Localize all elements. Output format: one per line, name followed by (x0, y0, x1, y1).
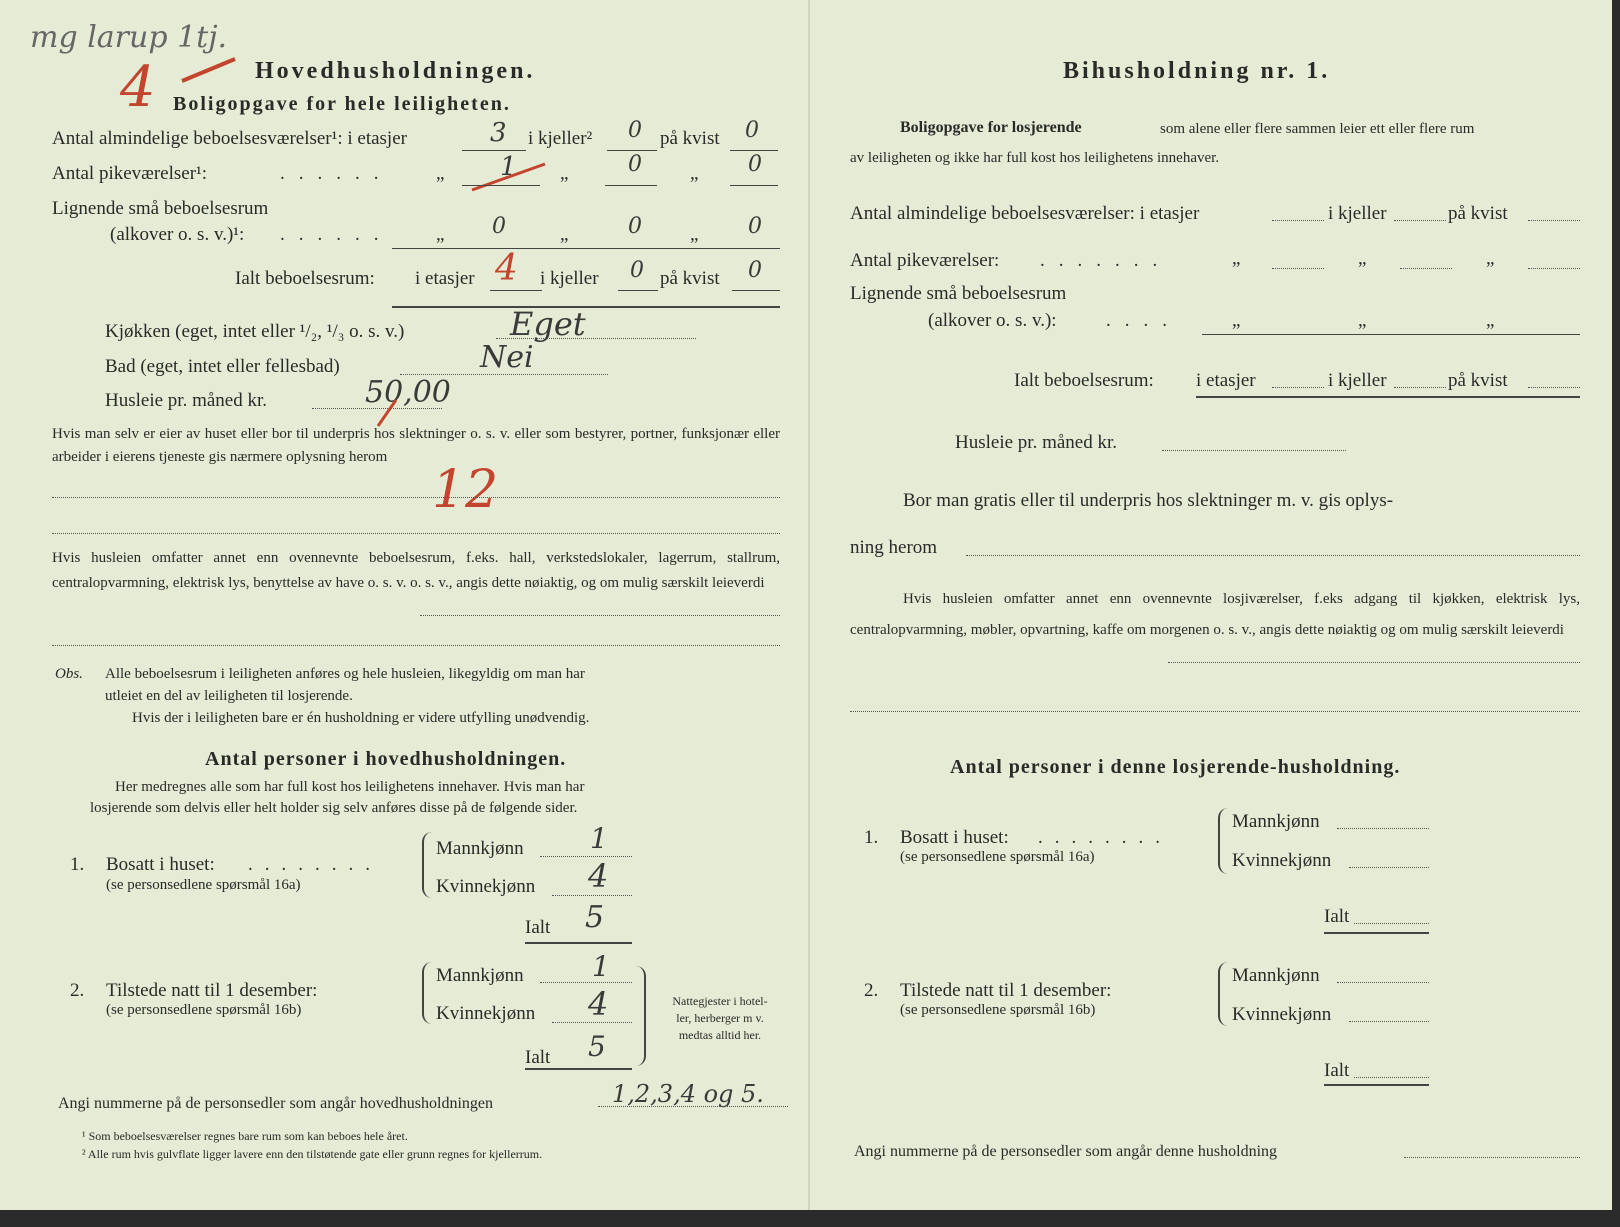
left-row2-kvist-value: 0 (748, 152, 762, 177)
left-q1-kvinne-value: 4 (588, 857, 609, 895)
left-q1-mann-value: 1 (590, 822, 608, 855)
left-obs-label: Obs. (55, 666, 83, 682)
right-row3-label-a: Lignende små beboelsesrum (850, 283, 1067, 304)
right-row2-label: Antal pikeværelser: (850, 250, 1000, 271)
left-q2-mann-value: 1 (592, 950, 610, 983)
left-kjokken-value: Eget (510, 305, 586, 343)
right-row1-label: Antal almindelige beboelsesværelser: i etasjer (850, 203, 1200, 224)
left-q2-ialt-value: 5 (588, 1030, 606, 1063)
left-row1-kvist-label: på kvist (660, 128, 720, 149)
left-row2-label: Antal pikeværelser¹: (52, 163, 208, 184)
right-intro-rest: som alene eller flere sammen leier ett eller flere rum (1160, 121, 1475, 137)
right-intro-bold: Boligopgave for losjerende (900, 119, 1082, 136)
left-q2-kvinne-value: 4 (588, 985, 609, 1023)
right-intro-line2: av leiligheten og ikke har full kost hos leilighetens innehaver. (850, 150, 1220, 166)
left-row1-label: Antal almindelige beboelsesværelser¹: i etasjer (52, 128, 407, 149)
left-persons-intro1: Her medregnes alle som har full kost hos leilighetens innehaver. Hvis man har (115, 779, 585, 795)
left-angi-label: Angi nummerne på de personsedler som angår hovedhusholdningen (58, 1095, 494, 1112)
census-form-sheet: mg larup 1tj. 4 Hovedhusholdningen. Boligopgave for hele leiligheten. Antal almindelige beboelsesværelser¹: i etasjer 3 i kjeller² 0 på kvist 0 Antal pikeværelser¹: ...... „ 1 „ 0 „ 0 Lignende små beboelsesrum (alkover o. s. v.)¹: ...... „ 0 „ 0 „ 0 Ialt beboelsesrum: i etasjer 4 i kjeller 0 på kvist 0 Kjøkken (eget, intet eller ¹/₂, ¹/₃ o. s. v.) Eget Bad (eget, intet eller fellesbad) Nei Husleie pr. måned kr. 50,00 Hvis man selv er eier av huset eller bor til underpris hos slektninger o. s. v. eller som bestyrer, portner, funksjonær eller arbeider i eierens tjeneste gis nærmere oplysning herom 12 Hvis husleien omfatter annet enn ovennevnte beboelsesrum, f.eks. hall, verkstedslokaler, lagerrum, stallrum, centralopvarmning, elektrisk lys, benyttelse av have o. s. v. o. s. v., angis dette nøiaktig, og om mulig særskilt leieverdi Obs. Alle beboelsesrum i leiligheten anføres og hele husleien, likegyldig om man har utleiet en del av leiligheten til losjerende. Hvis der i leiligheten bare er én husholdning er videre utfylling unødvendig. Antal personer i hovedhusholdningen. Her medregnes alle som har full kost hos leilighetens innehaver. Hvis man har losjerende som delvis eller helt holder sig selv anføres disse på de følgende sider. 1. Bosatt i huset: ........ (se personsedlene spørsmål 16a) Mannkjønn 1 Kvinnekjønn 4 Ialt 5 2. Tilstede natt til 1 desember: (se personsedlene spørsmål 16b) Mannkjønn 1 Kvinnekjønn 4 Ialt 5 Nattegjester i hotel- ler, herberger m v. medtas alltid her. Angi nummerne på de personsedler som angår hovedhusholdningen 1,2,3,4 og 5. ¹ Som beboelsesværelser regnes bare rum som kan beboes hele året. ² Alle rum hvis gulvflate ligger lavere enn den tilstøtende gate eller grunn regnes for kjellerrum. Bihusholdning nr. 1. Boligopgave for losjerende som alene eller flere sammen leier ett eller flere rum av leiligheten og ikke har full kost hos leilighetens innehaver. Antal almindelige beboelsesværelser: i etasjer i kjeller på kvist Antal pikeværelser: ....... „ „ „ Lignende små beboelsesrum (alkover o. s. v.): .... „ „ „ Ialt beboelsesrum: i etasjer i kjeller på kvist Husleie pr. måned kr. Bor man gratis eller til underpris hos slektninger m. v. gis oplys- ning herom Hvis husleien omfatter annet enn ovennevnte losjiværelser, f.eks adgang til kjøkken, elektrisk lys, centralopvarmning, møbler, opvartning, kaffe om morgenen o. s. v., angis dette nøiaktig og om mulig særskilt leieverdi Antal personer i denne losjerende-husholdning. 1. Bosatt i huset: ........ (se personsedlene spørsmål 16a) Mannkjønn Kvinnekjønn Ialt 2. Tilstede natt til 1 desember: (se personsedlene spørsmål 16b) Mannkjønn Kvinnekjønn Ialt Angi nummerne på de personsedler som angår denne husholdning (0, 0, 1612, 1210)
red-number-top: 4 (120, 55, 156, 120)
pencil-note: mg larup 1tj. (30, 20, 228, 55)
left-q1-ialt-value: 5 (585, 900, 605, 935)
right-q2-sub: (se personsedlene spørsmål 16b) (900, 1002, 1096, 1018)
red-number-mid: 12 (432, 460, 499, 520)
right-q2-label: Tilstede natt til 1 desember: (900, 980, 1112, 1001)
left-row3-label-a: Lignende små beboelsesrum (52, 198, 269, 219)
right-title: Bihusholdning nr. 1. (1063, 58, 1331, 84)
right-q1-label: Bosatt i huset: (900, 827, 1009, 848)
left-row2-kjeller-value: 0 (628, 152, 642, 177)
left-row3-kjeller-value: 0 (628, 214, 642, 239)
right-q1-sub: (se personsedlene spørsmål 16a) (900, 849, 1095, 865)
left-persons-intro2: losjerende som delvis eller helt holder sig selv anføres disse på de følgende sider. (90, 800, 578, 816)
right-husleie-label: Husleie pr. måned kr. (955, 432, 1117, 453)
left-q1-label: Bosatt i huset: (106, 854, 215, 875)
left-angi-value: 1,2,3,4 og 5. (612, 1080, 764, 1108)
footnote-2: ² Alle rum hvis gulvflate ligger lavere enn den tilstøtende gate eller grunn regnes for kjellerrum. (82, 1147, 543, 1161)
right-bor-line2: ning herom (850, 537, 938, 558)
footnote-1: ¹ Som beboelsesværelser regnes bare rum som kan beboes hele året. (82, 1129, 408, 1143)
left-kjokken-label: Kjøkken (eget, intet eller ¹/₂, ¹/₃ o. s. v.) (105, 321, 405, 342)
left-ialt-kjeller-value: 0 (630, 258, 644, 283)
left-husleie-label: Husleie pr. måned kr. (105, 390, 267, 411)
right-omfatter-text: Hvis husleien omfatter annet enn ovennevnte losjiværelser, f.eks adgang til kjøkken, elektrisk lys, centralopvarmning, møbler, opvartning, kaffe om morgenen o. s. v., angis dette nøiaktig og om mulig særskilt leieverdi (850, 591, 1580, 638)
left-obs-line3: Hvis der i leiligheten bare er én husholdning er videre utfylling unødvendig. (132, 710, 590, 726)
red-mark (180, 55, 240, 85)
left-omfatter-text: Hvis husleien omfatter annet enn ovennevnte beboelsesrum, f.eks. hall, verkstedslokaler, lagerrum, stallrum, centralopvarmning, elektrisk lys, benyttelse av have o. s. v. o. s. v., angis dette nøiaktig, og om mulig særskilt leieverdi (52, 550, 780, 591)
left-row1-kvist-value: 0 (745, 118, 759, 143)
left-q2-sub: (se personsedlene spørsmål 16b) (106, 1002, 302, 1018)
left-nattegjester-note: Nattegjester i hotel- ler, herberger m v. medtas alltid her. (672, 994, 768, 1042)
left-bad-value: Nei (480, 340, 534, 375)
left-q1-sub: (se personsedlene spørsmål 16a) (106, 877, 301, 893)
right-bor-line1: Bor man gratis eller til underpris hos slektninger m. v. gis oplys- (903, 490, 1394, 511)
left-subtitle: Boligopgave for hele leiligheten. (173, 93, 511, 115)
left-row3-kvist-value: 0 (748, 214, 762, 239)
left-ialt-etasjer-value: 4 (495, 248, 518, 289)
right-ialt-label: Ialt beboelsesrum: (1014, 370, 1154, 391)
left-q2-label: Tilstede natt til 1 desember: (106, 980, 318, 1001)
page-fold (808, 0, 810, 1210)
right-row3-label-b: (alkover o. s. v.): (928, 310, 1057, 331)
left-ialt-label: Ialt beboelsesrum: (235, 268, 375, 289)
left-obs-line1: Alle beboelsesrum i leiligheten anføres og hele husleien, likegyldig om man har (105, 666, 585, 682)
left-row1-kjeller-label: i kjeller² (528, 128, 593, 149)
right-persons-title: Antal personer i denne losjerende-husholdning. (950, 756, 1401, 778)
left-bad-label: Bad (eget, intet eller fellesbad) (105, 356, 340, 377)
left-row2-etasjer-value: 1 (500, 152, 517, 182)
left-persons-title: Antal personer i hovedhusholdningen. (205, 748, 567, 770)
left-row1-etasjer-value: 3 (490, 118, 507, 148)
right-angi-label: Angi nummerne på de personsedler som angår denne husholdning (854, 1143, 1278, 1160)
left-row3-label-b: (alkover o. s. v.)¹: (110, 224, 245, 245)
left-eier-text: Hvis man selv er eier av huset eller bor til underpris hos slektninger o. s. v. eller som bestyrer, portner, funksjonær eller arbeider i eierens tjeneste gis nærmere oplysning herom (52, 426, 780, 465)
left-obs-line2: utleiet en del av leiligheten til losjerende. (105, 688, 353, 704)
left-row1-kjeller-value: 0 (628, 118, 642, 143)
left-husleie-value: 50,00 (365, 375, 451, 410)
left-title: Hovedhusholdningen. (255, 58, 536, 84)
left-ialt-kvist-value: 0 (748, 258, 762, 283)
left-row3-etasjer-value: 0 (492, 214, 506, 239)
